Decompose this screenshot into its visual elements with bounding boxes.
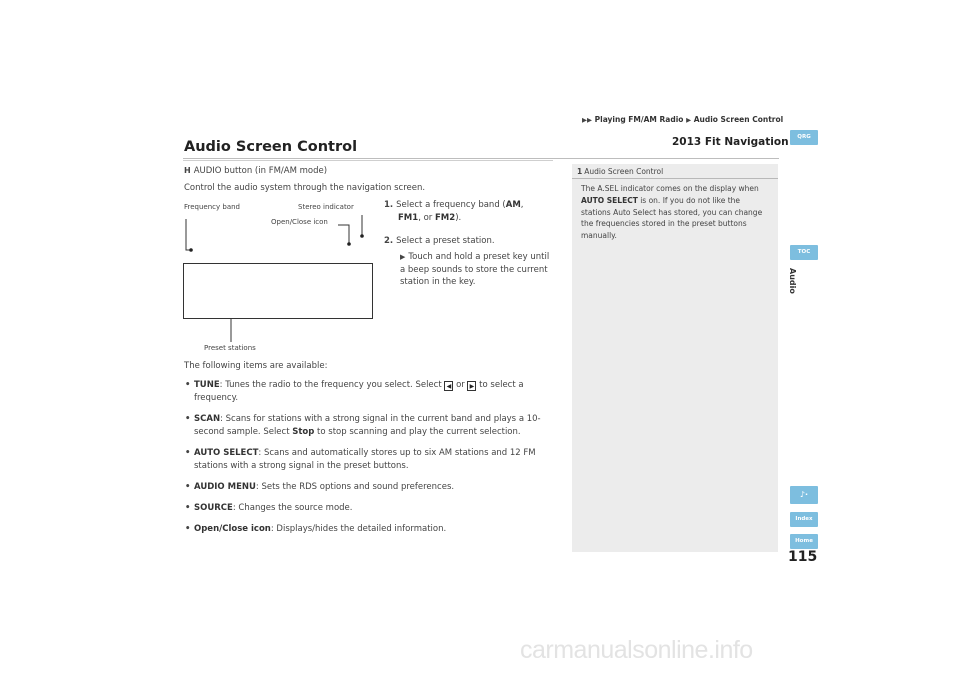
list-item	[184, 481, 554, 494]
label-open-close-icon: Open/Close icon	[271, 218, 328, 226]
item-desc: to select a frequency.	[194, 380, 524, 403]
intro-text: Control the audio system through the navigation screen.	[184, 183, 426, 193]
label-frequency-band: Frequency band	[184, 203, 240, 211]
section-tab-audio[interactable]: Audio	[788, 268, 797, 294]
step-2-substep	[400, 251, 550, 289]
step-text: , or	[418, 212, 433, 223]
header-divider	[183, 158, 779, 159]
available-items-intro: The following items are available:	[184, 361, 328, 371]
item-term: SOURCE	[194, 503, 233, 513]
breadcrumb-arrow-icon: ▶▶	[582, 116, 592, 124]
hard-key-icon: H	[184, 166, 191, 175]
open-close-callout	[338, 225, 349, 244]
band-fm1: FM1	[398, 212, 419, 223]
tab-home[interactable]: Home	[790, 534, 818, 549]
voice-command-icon[interactable]: ♪·	[790, 486, 818, 504]
side-note-text	[581, 183, 771, 242]
list-item	[184, 523, 554, 536]
item-term: SCAN	[194, 414, 221, 424]
open-close-marker	[347, 242, 351, 246]
bullet-icon: •	[185, 524, 191, 534]
document-title: 2013 Fit Navigation	[672, 136, 789, 148]
item-desc: : Changes the source mode.	[232, 503, 353, 513]
breadcrumb-item-radio[interactable]: Playing FM/AM Radio	[594, 115, 684, 124]
step-text: Select a frequency band (	[396, 200, 506, 210]
band-fm2: FM2	[435, 212, 456, 223]
watermark: carmanualsonline.info	[520, 636, 753, 664]
item-desc: : Sets the RDS options and sound preferences.	[255, 482, 455, 492]
arrow-icon: ▶	[400, 253, 406, 261]
note-text: is on. If you do not like the stations Auto Select has stored, you can change the frequencies stored in the preset buttons manually.	[581, 195, 763, 241]
item-term: AUTO SELECT	[194, 448, 259, 458]
list-item	[184, 447, 554, 472]
label-preset-stations: Preset stations	[204, 344, 256, 352]
heading-divider	[183, 160, 553, 161]
tune-right-button-icon: ▶	[467, 381, 476, 391]
hard-key-note	[184, 166, 327, 176]
bullet-icon: •	[185, 482, 191, 492]
band-am: AM	[505, 200, 521, 210]
step-text: ).	[455, 212, 462, 223]
item-desc: : Displays/hides the detailed information.	[270, 524, 447, 534]
item-term: AUDIO MENU	[194, 482, 256, 492]
note-text: The A.SEL indicator comes on the display when	[581, 184, 759, 193]
breadcrumb-arrow-icon: ▶	[686, 116, 692, 124]
step-text: Select a preset station.	[396, 236, 495, 246]
item-desc: : Tunes the radio to the frequency you select. Select	[219, 380, 445, 390]
note-term: AUTO SELECT	[581, 195, 638, 205]
tab-qrg[interactable]: QRG	[790, 130, 818, 145]
tab-toc[interactable]: TOC	[790, 245, 818, 260]
step-2	[384, 235, 495, 248]
tab-index[interactable]: Index	[790, 512, 818, 527]
bullet-icon: •	[185, 503, 191, 513]
breadcrumb-item-current: Audio Screen Control	[693, 115, 784, 124]
side-note-divider	[572, 178, 778, 179]
audio-screen-diagram	[183, 263, 373, 319]
item-desc: : Scans for stations with a strong signal in the current band and plays a 10-second sample. Select	[194, 414, 541, 437]
item-term: Stop	[292, 426, 315, 437]
frequency-band-marker	[189, 248, 193, 252]
item-desc: : Scans and automatically stores up to six AM stations and 12 FM stations with a strong signal in the preset buttons.	[194, 448, 536, 471]
stereo-marker	[360, 234, 364, 238]
page-title: Audio Screen Control	[184, 139, 358, 155]
step-number: 1.	[384, 200, 394, 210]
item-term: TUNE	[194, 380, 220, 390]
note-number-icon: 1	[577, 167, 583, 176]
item-desc: or	[453, 380, 468, 390]
item-desc: to stop scanning and play the current selection.	[314, 426, 521, 437]
side-note-heading: Audio Screen Control	[584, 167, 664, 176]
side-note-title	[577, 167, 663, 176]
bullet-icon: •	[185, 380, 191, 390]
bullet-icon: •	[185, 448, 191, 458]
label-stereo-indicator: Stereo indicator	[298, 203, 354, 211]
step-1	[384, 199, 554, 224]
step-text: ,	[520, 200, 524, 210]
bullet-icon: •	[185, 414, 191, 424]
tune-left-button-icon: ◀	[444, 381, 453, 391]
breadcrumb	[582, 115, 783, 124]
substep-text: Touch and hold a preset key until a beep sounds to store the current station in the key.	[400, 252, 550, 287]
frequency-band-callout	[186, 219, 191, 250]
hard-key-text: AUDIO button (in FM/AM mode)	[193, 166, 328, 176]
page-number: 115	[788, 549, 818, 565]
step-number: 2.	[384, 236, 394, 246]
list-item	[184, 413, 554, 438]
list-item	[184, 502, 554, 515]
list-item	[184, 379, 554, 404]
item-term: Open/Close icon	[194, 524, 271, 534]
